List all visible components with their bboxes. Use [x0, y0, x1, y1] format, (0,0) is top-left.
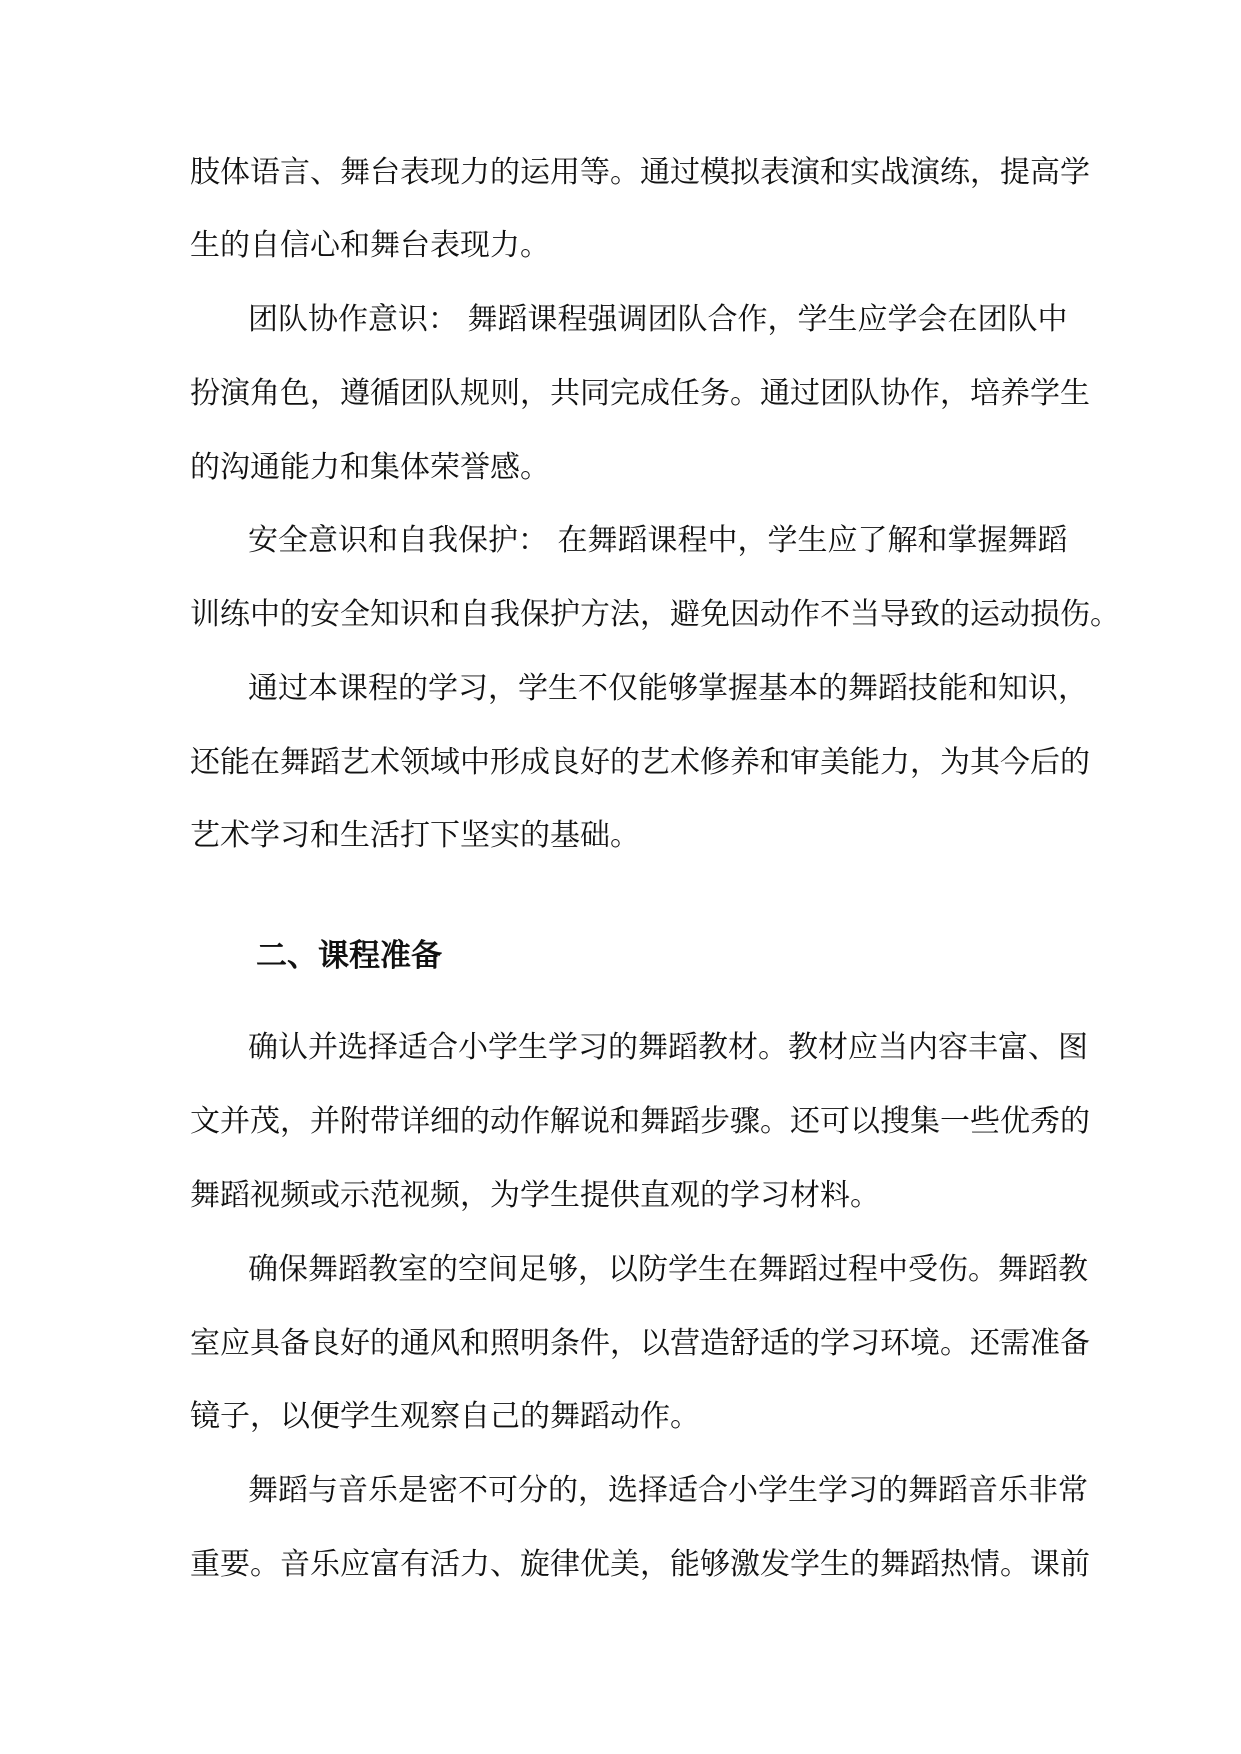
body-line: 室应具备良好的通风和照明条件，以营造舒适的学习环境。还需准备	[190, 1326, 1090, 1361]
paragraph-teamwork: 团队协作意识： 舞蹈课程强调团队合作，学生应学会在团队中	[248, 302, 1068, 337]
body-line: 文并茂，并附带详细的动作解说和舞蹈步骤。还可以搜集一些优秀的	[190, 1104, 1090, 1139]
body-line: 生的自信心和舞台表现力。	[190, 228, 550, 263]
body-line: 艺术学习和生活打下坚实的基础。	[190, 818, 640, 853]
body-line: 的沟通能力和集体荣誉感。	[190, 450, 550, 485]
body-line: 镜子，以便学生观察自己的舞蹈动作。	[190, 1399, 700, 1434]
paragraph-music: 舞蹈与音乐是密不可分的，选择适合小学生学习的舞蹈音乐非常	[248, 1473, 1088, 1508]
body-line: 肢体语言、舞台表现力的运用等。通过模拟表演和实战演练，提高学	[190, 155, 1090, 190]
body-line: 还能在舞蹈艺术领域中形成良好的艺术修养和审美能力，为其今后的	[190, 745, 1090, 780]
section-heading: 二、课程准备	[256, 938, 442, 974]
body-line: 舞蹈视频或示范视频，为学生提供直观的学习材料。	[190, 1178, 880, 1213]
paragraph-summary: 通过本课程的学习，学生不仅能够掌握基本的舞蹈技能和知识，	[248, 671, 1088, 706]
paragraph-safety: 安全意识和自我保护： 在舞蹈课程中，学生应了解和掌握舞蹈	[248, 523, 1068, 558]
body-line: 训练中的安全知识和自我保护方法，避免因动作不当导致的运动损伤。	[190, 597, 1120, 632]
body-line: 重要。音乐应富有活力、旋律优美，能够激发学生的舞蹈热情。课前	[190, 1547, 1090, 1582]
body-line: 扮演角色，遵循团队规则，共同完成任务。通过团队协作，培养学生	[190, 376, 1090, 411]
paragraph-materials: 确认并选择适合小学生学习的舞蹈教材。教材应当内容丰富、图	[248, 1030, 1088, 1065]
paragraph-classroom: 确保舞蹈教室的空间足够，以防学生在舞蹈过程中受伤。舞蹈教	[248, 1252, 1088, 1287]
